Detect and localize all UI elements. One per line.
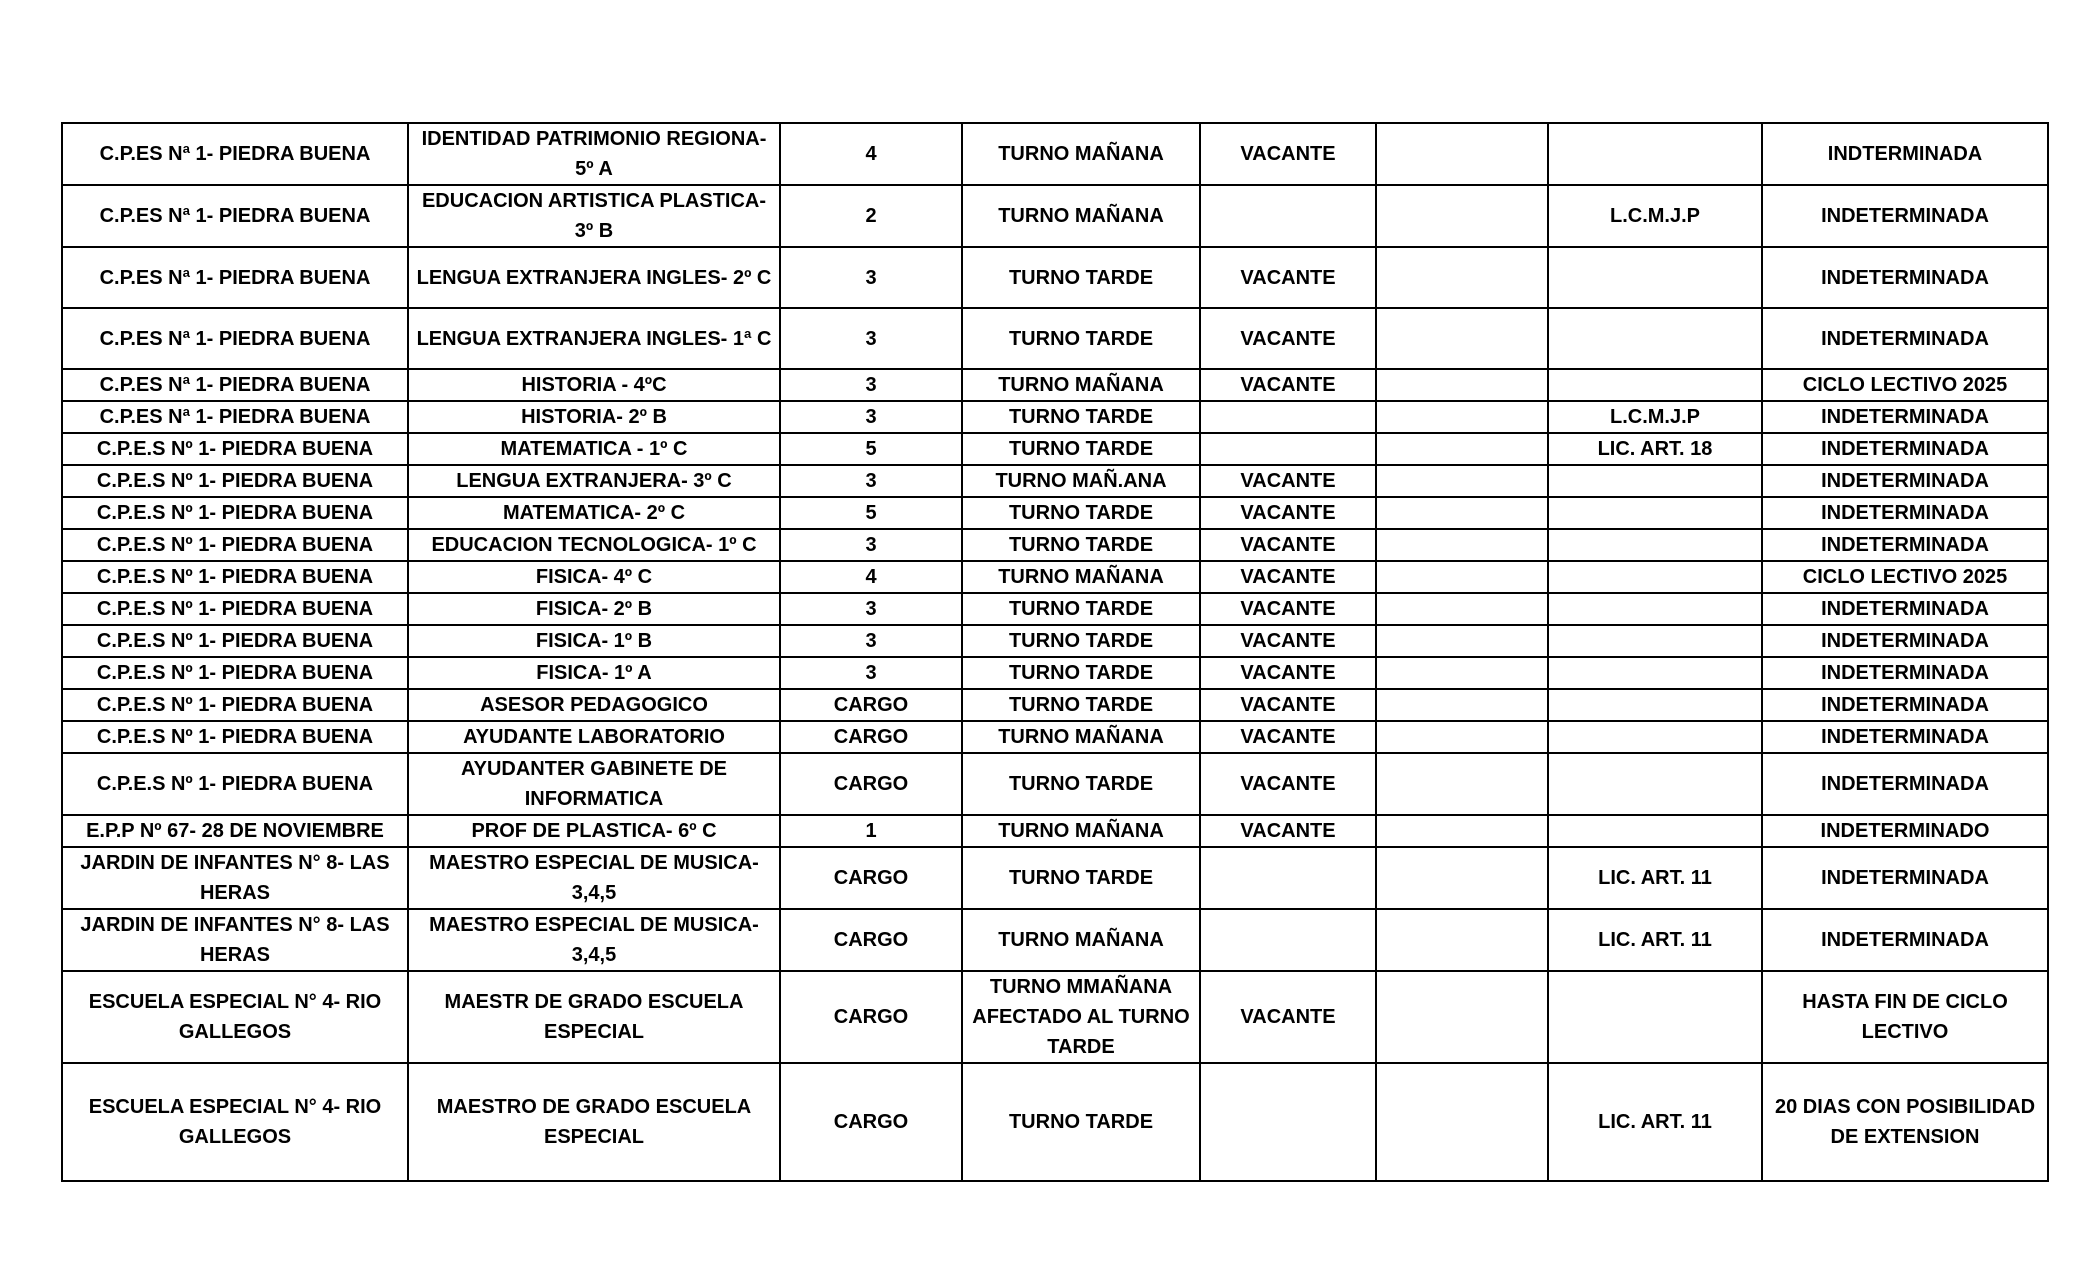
extra-cell	[1376, 753, 1548, 815]
status-cell: VACANTE	[1200, 815, 1376, 847]
leave-cell	[1548, 497, 1762, 529]
subject-cell: MAESTR DE GRADO ESCUELA ESPECIAL	[408, 971, 780, 1063]
subject-cell: MAESTRO ESPECIAL DE MUSICA- 3,4,5	[408, 847, 780, 909]
hours-cell: 3	[780, 657, 962, 689]
hours-cell: 1	[780, 815, 962, 847]
table-row	[62, 123, 2048, 185]
leave-cell	[1548, 308, 1762, 369]
leave-cell	[1548, 753, 1762, 815]
leave-cell: LIC. ART. 18	[1548, 433, 1762, 465]
table-body	[62, 123, 2048, 1181]
subject-cell: FISICA- 2º B	[408, 593, 780, 625]
school-cell: C.P.E.S Nº 1- PIEDRA BUENA	[62, 529, 408, 561]
status-cell: VACANTE	[1200, 689, 1376, 721]
extra-cell	[1376, 593, 1548, 625]
status-cell	[1200, 909, 1376, 971]
subject-cell: EDUCACION ARTISTICA PLASTICA- 3º B	[408, 185, 780, 247]
leave-cell	[1548, 593, 1762, 625]
duration-cell: HASTA FIN DE CICLO LECTIVO	[1762, 971, 2048, 1063]
school-cell: E.P.P Nº 67- 28 DE NOVIEMBRE	[62, 815, 408, 847]
hours-cell: CARGO	[780, 721, 962, 753]
table-row	[62, 465, 2048, 497]
school-cell: C.P.E.S Nº 1- PIEDRA BUENA	[62, 689, 408, 721]
table-row	[62, 657, 2048, 689]
table-row	[62, 971, 2048, 1063]
school-cell: C.P.E.S Nº 1- PIEDRA BUENA	[62, 721, 408, 753]
status-cell	[1200, 185, 1376, 247]
table-row	[62, 909, 2048, 971]
table-row	[62, 1063, 2048, 1181]
hours-cell: CARGO	[780, 1063, 962, 1181]
school-cell: JARDIN DE INFANTES N° 8- LAS HERAS	[62, 909, 408, 971]
status-cell: VACANTE	[1200, 247, 1376, 308]
hours-cell: 3	[780, 625, 962, 657]
duration-cell: INDETERMINADA	[1762, 657, 2048, 689]
hours-cell: CARGO	[780, 909, 962, 971]
leave-cell	[1548, 123, 1762, 185]
school-cell: C.P.ES Nª 1- PIEDRA BUENA	[62, 185, 408, 247]
hours-cell: 5	[780, 433, 962, 465]
school-cell: C.P.ES Nª 1- PIEDRA BUENA	[62, 308, 408, 369]
hours-cell: 4	[780, 123, 962, 185]
subject-cell: MATEMATICA - 1º C	[408, 433, 780, 465]
extra-cell	[1376, 401, 1548, 433]
shift-cell: TURNO TARDE	[962, 1063, 1200, 1181]
school-cell: ESCUELA ESPECIAL N° 4- RIO GALLEGOS	[62, 971, 408, 1063]
duration-cell: 20 DIAS CON POSIBILIDAD DE EXTENSION	[1762, 1063, 2048, 1181]
subject-cell: LENGUA EXTRANJERA INGLES- 1ª C	[408, 308, 780, 369]
leave-cell	[1548, 657, 1762, 689]
table-row	[62, 721, 2048, 753]
duration-cell: INDETERMINADO	[1762, 815, 2048, 847]
extra-cell	[1376, 465, 1548, 497]
leave-cell	[1548, 815, 1762, 847]
shift-cell: TURNO TARDE	[962, 247, 1200, 308]
extra-cell	[1376, 497, 1548, 529]
shift-cell: TURNO MAÑANA	[962, 561, 1200, 593]
status-cell	[1200, 401, 1376, 433]
duration-cell: INDETERMINADA	[1762, 308, 2048, 369]
subject-cell: PROF DE PLASTICA- 6º C	[408, 815, 780, 847]
table-row	[62, 689, 2048, 721]
shift-cell: TURNO MAÑANA	[962, 721, 1200, 753]
hours-cell: 4	[780, 561, 962, 593]
subject-cell: LENGUA EXTRANJERA INGLES- 2º C	[408, 247, 780, 308]
extra-cell	[1376, 971, 1548, 1063]
shift-cell: TURNO TARDE	[962, 529, 1200, 561]
subject-cell: HISTORIA - 4ºC	[408, 369, 780, 401]
table-row	[62, 561, 2048, 593]
school-cell: C.P.E.S Nº 1- PIEDRA BUENA	[62, 561, 408, 593]
duration-cell: CICLO LECTIVO 2025	[1762, 561, 2048, 593]
duration-cell: INDETERMINADA	[1762, 185, 2048, 247]
status-cell	[1200, 1063, 1376, 1181]
extra-cell	[1376, 721, 1548, 753]
shift-cell: TURNO TARDE	[962, 308, 1200, 369]
status-cell: VACANTE	[1200, 593, 1376, 625]
status-cell	[1200, 433, 1376, 465]
status-cell: VACANTE	[1200, 123, 1376, 185]
status-cell: VACANTE	[1200, 529, 1376, 561]
table-row	[62, 625, 2048, 657]
leave-cell	[1548, 247, 1762, 308]
extra-cell	[1376, 625, 1548, 657]
school-cell: C.P.E.S Nº 1- PIEDRA BUENA	[62, 465, 408, 497]
table-row	[62, 497, 2048, 529]
duration-cell: INDETERMINADA	[1762, 593, 2048, 625]
school-cell: C.P.E.S Nº 1- PIEDRA BUENA	[62, 497, 408, 529]
status-cell: VACANTE	[1200, 465, 1376, 497]
subject-cell: FISICA- 1º A	[408, 657, 780, 689]
subject-cell: FISICA- 4º C	[408, 561, 780, 593]
hours-cell: CARGO	[780, 847, 962, 909]
shift-cell: TURNO MAÑANA	[962, 909, 1200, 971]
table-row	[62, 247, 2048, 308]
duration-cell: INDETERMINADA	[1762, 625, 2048, 657]
status-cell: VACANTE	[1200, 625, 1376, 657]
status-cell: VACANTE	[1200, 657, 1376, 689]
extra-cell	[1376, 185, 1548, 247]
subject-cell: IDENTIDAD PATRIMONIO REGIONA- 5º A	[408, 123, 780, 185]
school-cell: C.P.E.S Nº 1- PIEDRA BUENA	[62, 625, 408, 657]
hours-cell: CARGO	[780, 689, 962, 721]
subject-cell: AYUDANTE LABORATORIO	[408, 721, 780, 753]
duration-cell: INDETERMINADA	[1762, 689, 2048, 721]
leave-cell	[1548, 561, 1762, 593]
school-cell: C.P.E.S Nº 1- PIEDRA BUENA	[62, 657, 408, 689]
leave-cell: L.C.M.J.P	[1548, 401, 1762, 433]
subject-cell: EDUCACION TECNOLOGICA- 1º C	[408, 529, 780, 561]
leave-cell	[1548, 465, 1762, 497]
shift-cell: TURNO TARDE	[962, 593, 1200, 625]
extra-cell	[1376, 433, 1548, 465]
table-row	[62, 433, 2048, 465]
leave-cell	[1548, 721, 1762, 753]
status-cell: VACANTE	[1200, 561, 1376, 593]
extra-cell	[1376, 308, 1548, 369]
subject-cell: MAESTRO ESPECIAL DE MUSICA- 3,4,5	[408, 909, 780, 971]
duration-cell: INDETERMINADA	[1762, 401, 2048, 433]
shift-cell: TURNO TARDE	[962, 497, 1200, 529]
table-row	[62, 847, 2048, 909]
duration-cell: INDETERMINADA	[1762, 247, 2048, 308]
leave-cell: LIC. ART. 11	[1548, 847, 1762, 909]
hours-cell: 3	[780, 529, 962, 561]
school-cell: C.P.E.S Nº 1- PIEDRA BUENA	[62, 593, 408, 625]
table-row	[62, 185, 2048, 247]
status-cell: VACANTE	[1200, 721, 1376, 753]
extra-cell	[1376, 561, 1548, 593]
status-cell: VACANTE	[1200, 369, 1376, 401]
school-cell: C.P.ES Nª 1- PIEDRA BUENA	[62, 369, 408, 401]
subject-cell: ASESOR PEDAGOGICO	[408, 689, 780, 721]
duration-cell: INDETERMINADA	[1762, 753, 2048, 815]
status-cell: VACANTE	[1200, 308, 1376, 369]
leave-cell	[1548, 625, 1762, 657]
duration-cell: CICLO LECTIVO 2025	[1762, 369, 2048, 401]
table-row	[62, 308, 2048, 369]
hours-cell: 3	[780, 465, 962, 497]
table-row	[62, 815, 2048, 847]
status-cell: VACANTE	[1200, 753, 1376, 815]
hours-cell: 3	[780, 247, 962, 308]
extra-cell	[1376, 1063, 1548, 1181]
school-cell: ESCUELA ESPECIAL N° 4- RIO GALLEGOS	[62, 1063, 408, 1181]
hours-cell: 3	[780, 369, 962, 401]
leave-cell: LIC. ART. 11	[1548, 909, 1762, 971]
table-row	[62, 529, 2048, 561]
subject-cell: FISICA- 1º B	[408, 625, 780, 657]
subject-cell: MAESTRO DE GRADO ESCUELA ESPECIAL	[408, 1063, 780, 1181]
hours-cell: CARGO	[780, 753, 962, 815]
extra-cell	[1376, 909, 1548, 971]
status-cell	[1200, 847, 1376, 909]
shift-cell: TURNO MAÑ.ANA	[962, 465, 1200, 497]
hours-cell: 3	[780, 593, 962, 625]
hours-cell: 3	[780, 401, 962, 433]
shift-cell: TURNO TARDE	[962, 657, 1200, 689]
table-row	[62, 369, 2048, 401]
shift-cell: TURNO MAÑANA	[962, 185, 1200, 247]
shift-cell: TURNO TARDE	[962, 689, 1200, 721]
leave-cell	[1548, 689, 1762, 721]
duration-cell: INDETERMINADA	[1762, 497, 2048, 529]
school-cell: JARDIN DE INFANTES N° 8- LAS HERAS	[62, 847, 408, 909]
shift-cell: TURNO MAÑANA	[962, 123, 1200, 185]
extra-cell	[1376, 847, 1548, 909]
school-cell: C.P.E.S Nº 1- PIEDRA BUENA	[62, 433, 408, 465]
status-cell: VACANTE	[1200, 497, 1376, 529]
shift-cell: TURNO MAÑANA	[962, 815, 1200, 847]
extra-cell	[1376, 815, 1548, 847]
duration-cell: INDETERMINADA	[1762, 433, 2048, 465]
duration-cell: INDETERMINADA	[1762, 721, 2048, 753]
hours-cell: 2	[780, 185, 962, 247]
subject-cell: HISTORIA- 2º B	[408, 401, 780, 433]
school-cell: C.P.E.S Nº 1- PIEDRA BUENA	[62, 753, 408, 815]
subject-cell: LENGUA EXTRANJERA- 3º C	[408, 465, 780, 497]
subject-cell: MATEMATICA- 2º C	[408, 497, 780, 529]
shift-cell: TURNO MMAÑANA AFECTADO AL TURNO TARDE	[962, 971, 1200, 1063]
hours-cell: CARGO	[780, 971, 962, 1063]
hours-cell: 3	[780, 308, 962, 369]
duration-cell: INDETERMINADA	[1762, 909, 2048, 971]
school-cell: C.P.ES Nª 1- PIEDRA BUENA	[62, 401, 408, 433]
table-row	[62, 593, 2048, 625]
table-row	[62, 753, 2048, 815]
extra-cell	[1376, 689, 1548, 721]
status-cell: VACANTE	[1200, 971, 1376, 1063]
shift-cell: TURNO TARDE	[962, 753, 1200, 815]
shift-cell: TURNO TARDE	[962, 625, 1200, 657]
school-cell: C.P.ES Nª 1- PIEDRA BUENA	[62, 247, 408, 308]
shift-cell: TURNO TARDE	[962, 847, 1200, 909]
extra-cell	[1376, 657, 1548, 689]
leave-cell	[1548, 369, 1762, 401]
extra-cell	[1376, 529, 1548, 561]
extra-cell	[1376, 123, 1548, 185]
table-row	[62, 401, 2048, 433]
extra-cell	[1376, 247, 1548, 308]
vacancies-table	[61, 122, 2049, 1182]
shift-cell: TURNO TARDE	[962, 401, 1200, 433]
subject-cell: AYUDANTER GABINETE DE INFORMATICA	[408, 753, 780, 815]
duration-cell: INDETERMINADA	[1762, 847, 2048, 909]
duration-cell: INDETERMINADA	[1762, 529, 2048, 561]
leave-cell	[1548, 971, 1762, 1063]
extra-cell	[1376, 369, 1548, 401]
duration-cell: INDETERMINADA	[1762, 465, 2048, 497]
hours-cell: 5	[780, 497, 962, 529]
shift-cell: TURNO MAÑANA	[962, 369, 1200, 401]
school-cell: C.P.ES Nª 1- PIEDRA BUENA	[62, 123, 408, 185]
shift-cell: TURNO TARDE	[962, 433, 1200, 465]
leave-cell: L.C.M.J.P	[1548, 185, 1762, 247]
leave-cell	[1548, 529, 1762, 561]
duration-cell: INDTERMINADA	[1762, 123, 2048, 185]
leave-cell: LIC. ART. 11	[1548, 1063, 1762, 1181]
